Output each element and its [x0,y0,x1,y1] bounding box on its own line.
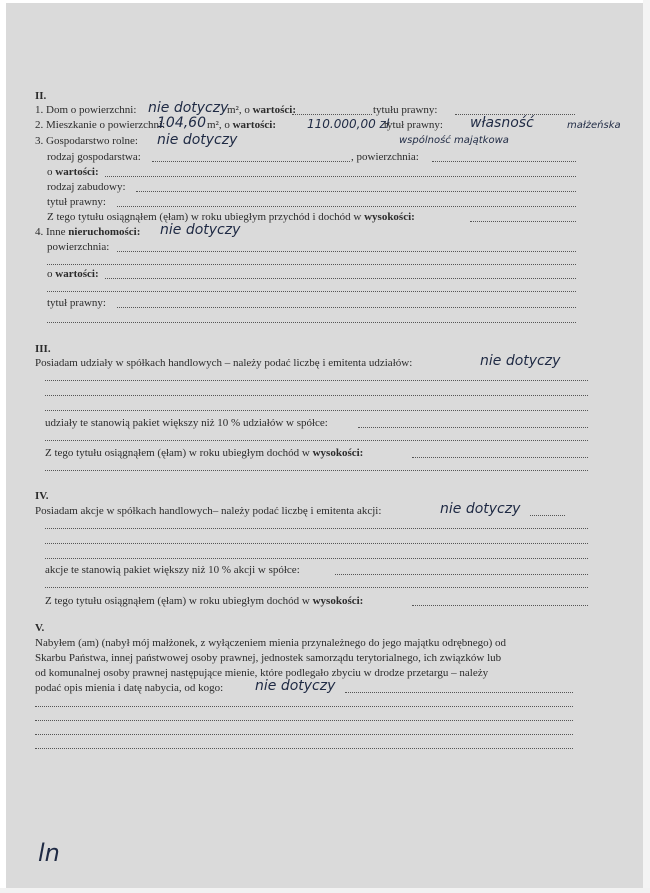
farm-income-field [470,221,576,222]
acquisition-field-1 [35,706,573,707]
stocks-field-3 [45,558,588,559]
acquisition-field-0 [345,692,573,693]
other-property-label: 4. Inne nieruchomości: [35,226,141,238]
acquisition-text-4: podać opis mienia i datę nabycia, od kogo: [35,682,224,694]
flat-unit-label: m², o wartości: [207,119,276,131]
shares-packet-field-2 [45,440,588,441]
farm-type-field [152,161,350,162]
acquisition-text-3: od komunalnej osoby prawnej następujące mienie, które podlegało zbyciu w drodze przetargu – należy [35,667,489,679]
stocks-handwritten: nie dotyczy [440,501,521,517]
other-title-field [117,307,576,308]
shares-income-field-2 [45,470,588,471]
farm-title-label: tytuł prawny: [47,196,106,208]
house-unit-label: m², o wartości: [227,104,296,116]
stocks-field-2 [45,543,588,544]
other-value-field-2 [47,291,576,292]
house-title-label: tytułu prawny: [373,104,438,116]
scan-edge-right [643,0,650,893]
section-ii-heading: II. [35,90,47,102]
acquisition-text-1: Nabyłem (am) (nabył mój małżonek, z wyłączeniem mienia przynależnego do jego majątku odrębnego) od [35,637,506,649]
stocks-packet-field [335,574,588,575]
flat-area-handwritten: 104,60 [157,115,206,131]
shares-income-field [412,457,588,458]
farm-type-label: rodzaj gospodarstwa: [47,151,141,163]
flat-area-label: 2. Mieszkanie o powierzchni: [35,119,166,131]
acquisition-field-2 [35,720,573,721]
other-area-field [117,251,576,252]
shares-packet-field [358,427,588,428]
other-area-field-2 [47,264,576,265]
shares-handwritten: nie dotyczy [480,353,561,369]
flat-value-handwritten: 110.000,00 zł [307,117,390,131]
farm-label: 3. Gospodarstwo rolne: [35,135,138,147]
flat-title-handwritten-3: wspólność majątkowa [399,135,509,146]
section-v-heading: V. [35,622,45,634]
house-value-field [292,114,372,115]
house-area-label: 1. Dom o powierzchni: [35,104,137,116]
stocks-packet-label: akcje te stanowią pakiet większy niż 10 % akcji w spółce: [45,564,300,576]
other-value-field [105,278,576,279]
other-value-label: o wartości: [47,268,99,280]
other-area-label: powierzchnia: [47,241,110,253]
farm-area-label: , powierzchnia: [351,151,419,163]
flat-title-label: tytuł prawny: [384,119,443,131]
stocks-packet-field-2 [45,587,588,588]
stocks-field-0 [530,515,565,516]
other-title-field-2 [47,322,576,323]
section-iv-heading: IV. [35,490,49,502]
other-title-label: tytuł prawny: [47,297,106,309]
farm-handwritten: nie dotyczy [157,132,238,148]
stocks-income-label: Z tego tytułu osiągnąłem (ęłam) w roku ubiegłym dochód w wysokości: [45,595,364,607]
stocks-field-1 [45,528,588,529]
acquisition-handwritten: nie dotyczy [255,678,336,694]
acquisition-field-4 [35,748,573,749]
house-area-handwritten: nie dotyczy [148,100,229,116]
shares-field-2 [45,395,588,396]
acquisition-text-2: Skarbu Państwa, innej państwowej osoby prawnej, jednostek samorządu terytorialnego, ich związków lub [35,652,502,664]
section-iii-heading: III. [35,343,51,355]
stocks-income-field [412,605,588,606]
scan-edge-bottom [0,888,650,893]
farm-value-label: o wartości: [47,166,99,178]
shares-income-label: Z tego tytułu osiągnąłem (ęłam) w roku ubiegłym dochód w wysokości: [45,447,364,459]
farm-area-field [432,161,576,162]
flat-title-handwritten-2: małżeńska [567,120,621,131]
farm-title-field [117,206,576,207]
shares-packet-label: udziały te stanowią pakiet większy niż 10 % udziałów w spółce: [45,417,328,429]
other-property-handwritten: nie dotyczy [160,222,241,238]
farm-buildings-field [136,191,576,192]
acquisition-field-3 [35,734,573,735]
farm-income-label: Z tego tytułu osiągnąłem (ęłam) w roku ubiegłym przychód i dochód w wysokości: [47,211,415,223]
stocks-label: Posiadam akcje w spółkach handlowych– należy podać liczbę i emitenta akcji: [35,505,382,517]
shares-field-3 [45,410,588,411]
flat-title-handwritten: własność [470,115,534,131]
shares-field-1 [45,380,588,381]
farm-buildings-label: rodzaj zabudowy: [47,181,126,193]
initials-signature: ln [38,839,60,867]
farm-value-field [105,176,576,177]
shares-label: Posiadam udziały w spółkach handlowych – należy podać liczbę i emitenta udziałów: [35,357,413,369]
